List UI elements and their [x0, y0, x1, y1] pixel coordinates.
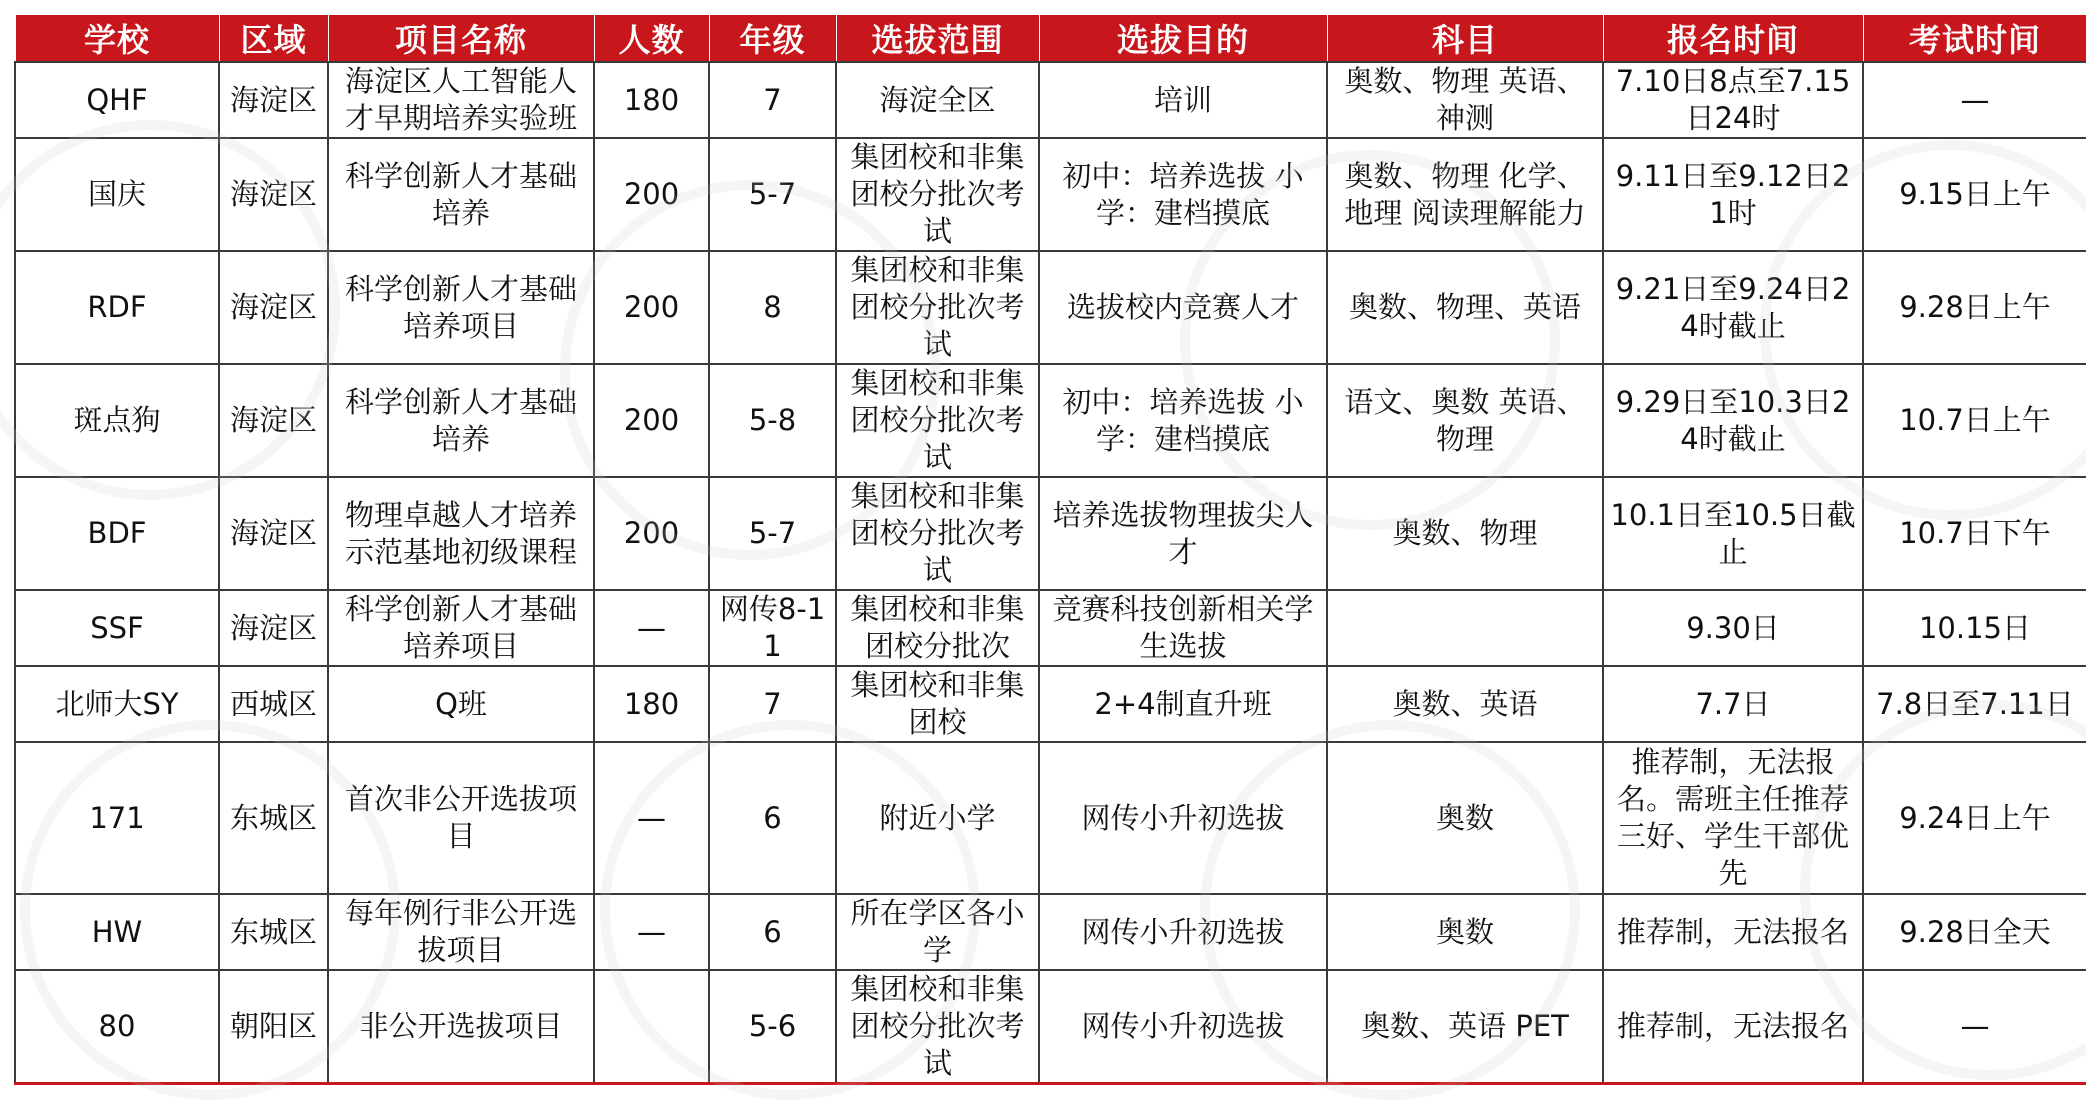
cell-exam-time: 10.15日	[1863, 590, 2086, 666]
cell-exam-time: 9.28日全天	[1863, 894, 2086, 970]
cell-grade: 7	[709, 666, 836, 742]
cell-purpose: 选拔校内竞赛人才	[1039, 251, 1327, 364]
cell-purpose: 竞赛科技创新相关学生选拔	[1039, 590, 1327, 666]
table-row	[15, 364, 2086, 477]
cell-purpose: 网传小升初选拔	[1039, 742, 1327, 894]
cell-subjects: 奥数、物理 化学、地理 阅读理解能力	[1327, 138, 1603, 251]
cell-subjects: 奥数	[1327, 894, 1603, 970]
cell-scope: 集团校和非集团校分批次考试	[836, 364, 1039, 477]
header-purpose: 选拔目的	[1039, 15, 1327, 62]
cell-purpose: 网传小升初选拔	[1039, 894, 1327, 970]
cell-exam-time: 9.28日上午	[1863, 251, 2086, 364]
cell-exam-time: 7.8日至7.11日	[1863, 666, 2086, 742]
cell-school: QHF	[15, 62, 219, 138]
cell-district: 海淀区	[219, 62, 328, 138]
cell-registration-time: 9.21日至9.24日24时截止	[1603, 251, 1863, 364]
cell-project-name: 科学创新人才基础培养项目	[328, 251, 594, 364]
table-row	[15, 62, 2086, 138]
cell-school: 斑点狗	[15, 364, 219, 477]
cell-registration-time: 10.1日至10.5日截止	[1603, 477, 1863, 590]
selection-table	[14, 15, 2086, 1085]
cell-grade: 8	[709, 251, 836, 364]
cell-registration-time: 9.30日	[1603, 590, 1863, 666]
cell-grade: 6	[709, 742, 836, 894]
cell-count: 200	[594, 364, 709, 477]
table-row	[15, 138, 2086, 251]
cell-registration-time: 9.11日至9.12日21时	[1603, 138, 1863, 251]
cell-grade: 5-7	[709, 477, 836, 590]
cell-count: 180	[594, 666, 709, 742]
header-project-name: 项目名称	[328, 15, 594, 62]
cell-count: 200	[594, 251, 709, 364]
cell-district: 朝阳区	[219, 970, 328, 1084]
table-row	[15, 590, 2086, 666]
cell-district: 海淀区	[219, 477, 328, 590]
cell-purpose: 培训	[1039, 62, 1327, 138]
table-row	[15, 477, 2086, 590]
cell-project-name: 科学创新人才基础培养项目	[328, 590, 594, 666]
header-school: 学校	[15, 15, 219, 62]
cell-district: 海淀区	[219, 590, 328, 666]
cell-district: 海淀区	[219, 251, 328, 364]
cell-scope: 集团校和非集团校分批次考试	[836, 138, 1039, 251]
table-row	[15, 251, 2086, 364]
header-row	[15, 15, 2086, 62]
header-registration-time: 报名时间	[1603, 15, 1863, 62]
cell-district: 海淀区	[219, 364, 328, 477]
cell-project-name: 科学创新人才基础培养	[328, 364, 594, 477]
cell-grade: 5-6	[709, 970, 836, 1084]
cell-purpose: 初中：培养选拔 小学：建档摸底	[1039, 138, 1327, 251]
cell-count: 200	[594, 138, 709, 251]
cell-grade: 7	[709, 62, 836, 138]
header-exam-time: 考试时间	[1863, 15, 2086, 62]
cell-subjects: 奥数、英语	[1327, 666, 1603, 742]
cell-exam-time: 9.15日上午	[1863, 138, 2086, 251]
cell-registration-time: 推荐制，无法报名	[1603, 970, 1863, 1084]
cell-subjects: 奥数、物理、英语	[1327, 251, 1603, 364]
cell-count	[594, 970, 709, 1084]
cell-scope: 海淀全区	[836, 62, 1039, 138]
header-district: 区域	[219, 15, 328, 62]
cell-project-name: Q班	[328, 666, 594, 742]
cell-scope: 所在学区各小学	[836, 894, 1039, 970]
cell-scope: 集团校和非集团校	[836, 666, 1039, 742]
cell-project-name: 非公开选拔项目	[328, 970, 594, 1084]
cell-subjects: 语文、奥数 英语、物理	[1327, 364, 1603, 477]
cell-purpose: 培养选拔物理拔尖人才	[1039, 477, 1327, 590]
cell-grade: 5-8	[709, 364, 836, 477]
cell-exam-time: 10.7日上午	[1863, 364, 2086, 477]
cell-project-name: 科学创新人才基础培养	[328, 138, 594, 251]
cell-scope: 集团校和非集团校分批次考试	[836, 477, 1039, 590]
header-scope: 选拔范围	[836, 15, 1039, 62]
header-grade: 年级	[709, 15, 836, 62]
cell-scope: 集团校和非集团校分批次	[836, 590, 1039, 666]
cell-purpose: 网传小升初选拔	[1039, 970, 1327, 1084]
cell-grade: 5-7	[709, 138, 836, 251]
cell-exam-time: 9.24日上午	[1863, 742, 2086, 894]
table-row	[15, 970, 2086, 1084]
cell-subjects: 奥数、英语 PET	[1327, 970, 1603, 1084]
cell-count: 200	[594, 477, 709, 590]
cell-count: 180	[594, 62, 709, 138]
header-subjects: 科目	[1327, 15, 1603, 62]
cell-grade: 网传8-11	[709, 590, 836, 666]
cell-district: 海淀区	[219, 138, 328, 251]
cell-district: 西城区	[219, 666, 328, 742]
table-row	[15, 666, 2086, 742]
cell-scope: 集团校和非集团校分批次考试	[836, 970, 1039, 1084]
cell-school: BDF	[15, 477, 219, 590]
cell-purpose: 2+4制直升班	[1039, 666, 1327, 742]
cell-school: RDF	[15, 251, 219, 364]
cell-school: SSF	[15, 590, 219, 666]
cell-subjects	[1327, 590, 1603, 666]
cell-count: —	[594, 894, 709, 970]
cell-school: HW	[15, 894, 219, 970]
cell-exam-time: —	[1863, 62, 2086, 138]
cell-scope: 集团校和非集团校分批次考试	[836, 251, 1039, 364]
cell-district: 东城区	[219, 742, 328, 894]
cell-registration-time: 9.29日至10.3日24时截止	[1603, 364, 1863, 477]
cell-registration-time: 7.10日8点至7.15日24时	[1603, 62, 1863, 138]
cell-school: 北师大SY	[15, 666, 219, 742]
cell-project-name: 首次非公开选拔项目	[328, 742, 594, 894]
cell-subjects: 奥数、物理	[1327, 477, 1603, 590]
cell-registration-time: 推荐制，无法报名。需班主任推荐三好、学生干部优先	[1603, 742, 1863, 894]
cell-registration-time: 7.7日	[1603, 666, 1863, 742]
cell-exam-time: —	[1863, 970, 2086, 1084]
cell-school: 80	[15, 970, 219, 1084]
cell-school: 国庆	[15, 138, 219, 251]
cell-project-name: 每年例行非公开选拔项目	[328, 894, 594, 970]
table-row	[15, 894, 2086, 970]
cell-count: —	[594, 590, 709, 666]
cell-exam-time: 10.7日下午	[1863, 477, 2086, 590]
cell-project-name: 海淀区人工智能人才早期培养实验班	[328, 62, 594, 138]
cell-registration-time: 推荐制，无法报名	[1603, 894, 1863, 970]
cell-school: 171	[15, 742, 219, 894]
cell-scope: 附近小学	[836, 742, 1039, 894]
cell-project-name: 物理卓越人才培养示范基地初级课程	[328, 477, 594, 590]
cell-grade: 6	[709, 894, 836, 970]
cell-subjects: 奥数	[1327, 742, 1603, 894]
table-container	[14, 15, 2086, 1085]
cell-district: 东城区	[219, 894, 328, 970]
header-count: 人数	[594, 15, 709, 62]
table-row	[15, 742, 2086, 894]
cell-purpose: 初中：培养选拔 小学：建档摸底	[1039, 364, 1327, 477]
cell-subjects: 奥数、物理 英语、神测	[1327, 62, 1603, 138]
cell-count: —	[594, 742, 709, 894]
